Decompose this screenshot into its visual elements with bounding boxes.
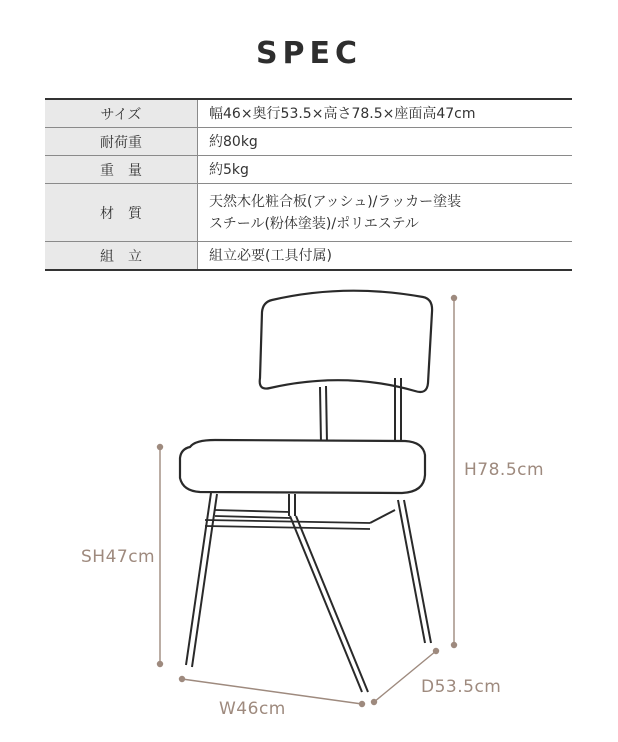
seat-height-dimension-label: SH47cm xyxy=(81,547,156,567)
depth-dimension-label: D53.5cm xyxy=(421,677,502,697)
chair-cross-rail xyxy=(205,510,370,529)
spec-label-load: 耐荷重 xyxy=(45,128,198,156)
spec-label-size: サイズ xyxy=(45,99,198,128)
chair-backrest xyxy=(260,291,432,392)
width-dimension-label: W46cm xyxy=(219,699,286,719)
spec-label-assembly: 組 立 xyxy=(45,242,198,271)
chair-seat xyxy=(180,440,425,493)
spec-value-assembly: 組立必要(工具付属) xyxy=(198,242,573,271)
spec-label-weight: 重 量 xyxy=(45,156,198,184)
spec-label-material: 材 質 xyxy=(45,184,198,242)
spec-value-material-line-2: スチール(粉体塗装)/ポリエステル xyxy=(209,215,419,232)
spec-value-material-line-1: 天然木化粧合板(アッシュ)/ラッカー塗装 xyxy=(209,193,462,210)
chair-rear-leg xyxy=(186,493,217,667)
chair-back-post xyxy=(320,378,401,448)
spec-value-size: 幅46×奥行53.5×高さ78.5×座面高47cm xyxy=(209,105,476,122)
page-title: SPEC xyxy=(255,36,363,71)
spec-value-weight: 約5kg xyxy=(198,156,573,184)
chair-cross-rail xyxy=(370,510,395,523)
spec-value-load: 約80kg xyxy=(198,128,573,156)
height-dimension-label: H78.5cm xyxy=(464,460,545,480)
chair-front-leg xyxy=(398,500,431,643)
chair-front-leg xyxy=(290,516,368,692)
